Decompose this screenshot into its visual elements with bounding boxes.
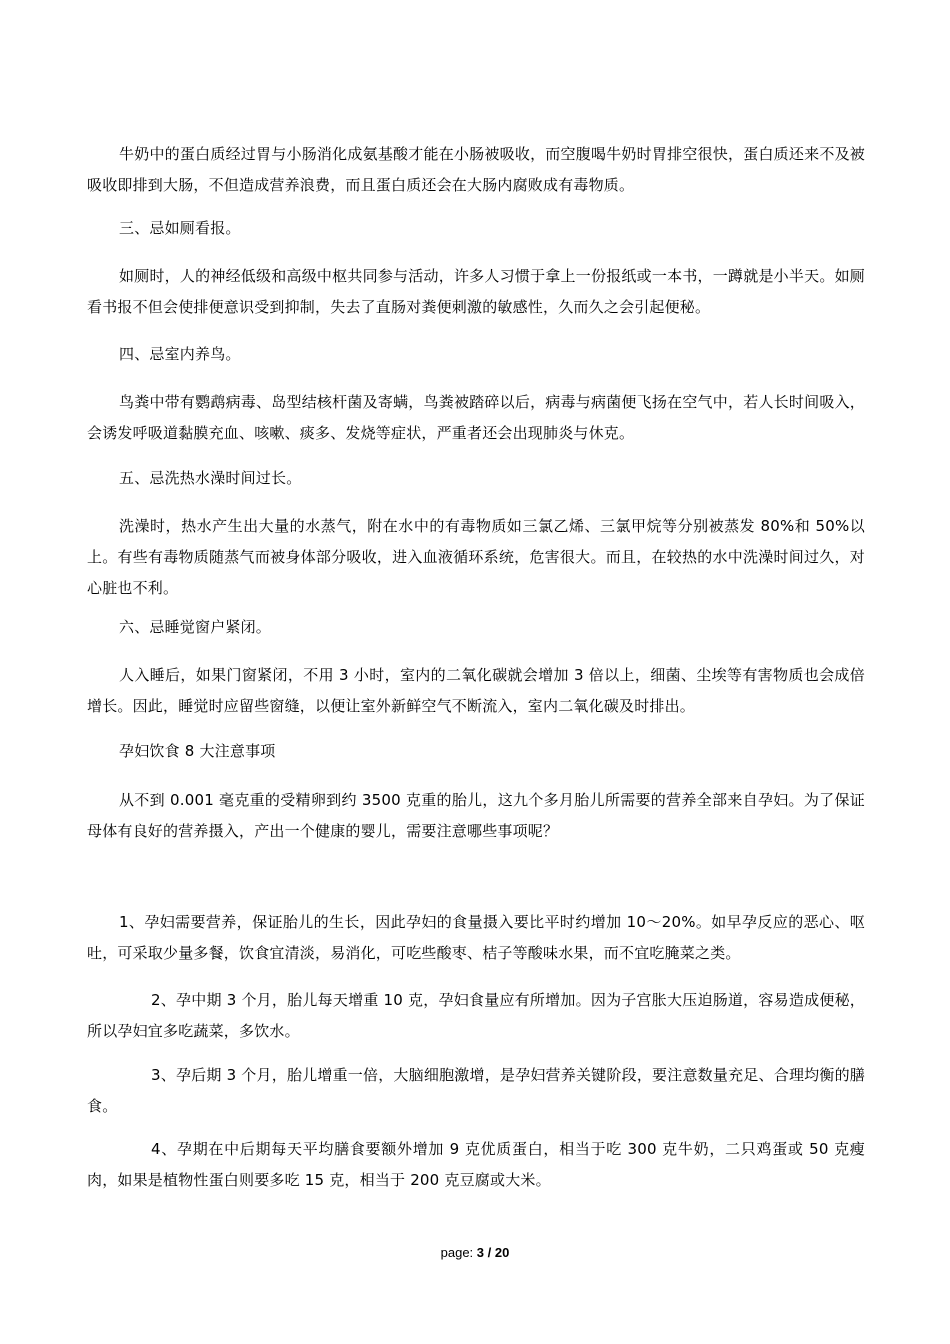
list-item-3: 3、孕后期 3 个月，胎儿增重一倍，大脑细胞激增，是孕妇营养关键阶段，要注意数量充足、合理均衡的膳食。 bbox=[87, 1066, 865, 1115]
list-item-4: 4、孕期在中后期每天平均膳食要额外增加 9 克优质蛋白，相当于吃 300 克牛奶，二只鸡蛋或 50 克瘦肉，如果是植物性蛋白则要多吃 15 克，相当于 200 克豆腐或大米。 bbox=[87, 1140, 865, 1189]
paragraph-toilet-reading: 如厕时，人的神经低级和高级中枢共同参与活动，许多人习惯于拿上一份报纸或一本书，一蹲就是小半天。如厕看书报不但会使排便意识受到抑制，失去了直肠对粪便刺激的敏感性，久而久之会引起便秘。 bbox=[87, 267, 865, 316]
paragraph-pregnancy-intro: 从不到 0.001 毫克重的受精卵到约 3500 克重的胎儿，这九个多月胎儿所需要的营养全部来自孕妇。为了保证母体有良好的营养摄入，产出一个健康的婴儿，需要注意哪些事项呢？ bbox=[87, 791, 865, 840]
list-item-1: 1、孕妇需要营养，保证胎儿的生长，因此孕妇的食量摄入要比平时约增加 10～20%。如早孕反应的恶心、呕吐，可采取少量多餐，饮食宜清淡，易消化，可吃些酸枣、桔子等酸味水果，而不宜吃腌菜之类。 bbox=[87, 913, 865, 962]
list-item-2: 2、孕中期 3 个月，胎儿每天增重 10 克，孕妇食量应有所增加。因为子宫胀大压迫肠道，容易造成便秘，所以孕妇宜多吃蔬菜，多饮水。 bbox=[87, 991, 865, 1040]
page-footer bbox=[0, 1243, 950, 1263]
heading-hot-bath: 五、忌洗热水澡时间过长。 bbox=[119, 469, 302, 487]
heading-toilet-reading: 三、忌如厕看报。 bbox=[119, 219, 241, 237]
heading-indoor-birds: 四、忌室内养鸟。 bbox=[119, 345, 241, 363]
heading-pregnancy-diet: 孕妇饮食 8 大注意事项 bbox=[119, 742, 276, 760]
paragraph-closed-windows: 人入睡后，如果门窗紧闭，不用 3 小时，室内的二氧化碳就会增加 3 倍以上，细菌、尘埃等有害物质也会成倍增长。因此，睡觉时应留些窗缝，以便让室外新鲜空气不断流入，室内二氧化碳及时排出。 bbox=[87, 666, 865, 715]
total-page-count: 20 bbox=[494, 1245, 510, 1260]
paragraph-indoor-birds: 鸟粪中带有鹦鹉病毒、岛型结核杆菌及寄螨，鸟粪被踏碎以后，病毒与病菌便飞扬在空气中，若人长时间吸入，会诱发呼吸道黏膜充血、咳嗽、痰多、发烧等症状，严重者还会出现肺炎与休克。 bbox=[87, 393, 865, 442]
page-separator: / bbox=[487, 1245, 492, 1260]
page-label: page: bbox=[440, 1245, 474, 1260]
paragraph-milk-protein: 牛奶中的蛋白质经过胃与小肠消化成氨基酸才能在小肠被吸收，而空腹喝牛奶时胃排空很快，蛋白质还来不及被吸收即排到大肠，不但造成营养浪费，而且蛋白质还会在大肠内腐败成有毒物质。 bbox=[87, 145, 865, 194]
heading-closed-windows: 六、忌睡觉窗户紧闭。 bbox=[119, 618, 272, 636]
current-page-number: 3 bbox=[476, 1245, 485, 1260]
paragraph-hot-bath: 洗澡时，热水产生出大量的水蒸气，附在水中的有毒物质如三氯乙烯、三氯甲烷等分别被蒸发 80%和 50%以上。有些有毒物质随蒸气而被身体部分吸收，进入血液循环系统，危害很大。而且，在较热的水中洗澡时间过久，对心脏也不利。 bbox=[87, 517, 865, 597]
